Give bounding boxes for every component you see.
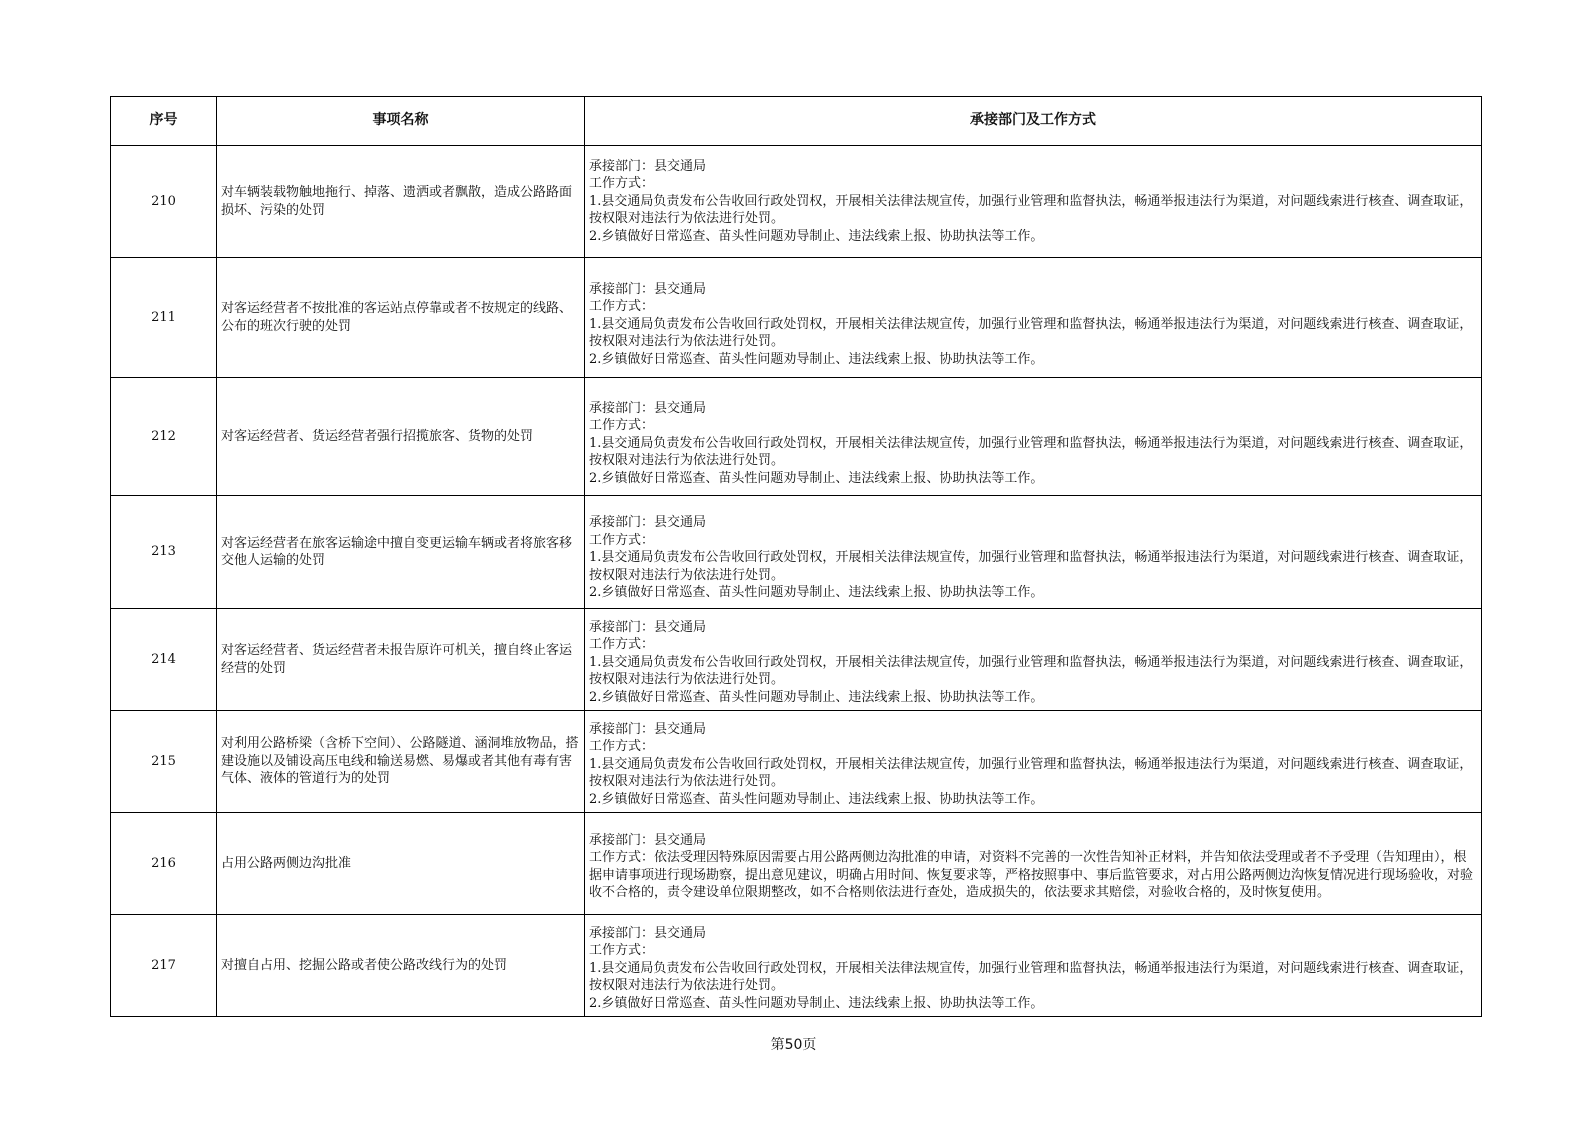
method-step-2: 2.乡镇做好日常巡查、苗头性问题劝导制止、违法线索上报、协助执法等工作。 xyxy=(589,995,1044,1011)
header-department: 承接部门及工作方式 xyxy=(585,97,1482,146)
method-line: 工作方式： xyxy=(589,299,655,315)
method-line: 工作方式： xyxy=(589,739,655,755)
method-step-1: 1.县交通局负责发布公告收回行政处罚权，开展相关法律法规宣传，加强行业管理和监督执法，畅通举报违法行为渠道，对问题线索进行核查、调查取证，按权限对违法行为依法进行处罚。 xyxy=(589,435,1473,469)
row-department xyxy=(585,378,1482,496)
dept-line: 承接部门：县交通局 xyxy=(589,400,707,416)
items-table xyxy=(110,96,1482,1017)
method-line: 工作方式： xyxy=(589,637,655,653)
row-department xyxy=(585,496,1482,609)
method-step-1: 1.县交通局负责发布公告收回行政处罚权，开展相关法律法规宣传，加强行业管理和监督执法，畅通举报违法行为渠道，对问题线索进行核查、调查取证，按权限对违法行为依法进行处罚。 xyxy=(589,960,1473,994)
row-department xyxy=(585,258,1482,378)
method-step-2: 2.乡镇做好日常巡查、苗头性问题劝导制止、违法线索上报、协助执法等工作。 xyxy=(589,585,1044,601)
row-department xyxy=(585,711,1482,813)
row-index: 215 xyxy=(111,711,217,813)
row-item-name: 对利用公路桥梁（含桥下空间）、公路隧道、涵洞堆放物品，搭建设施以及铺设高压电线和输送易燃、易爆或者其他有毒有害气体、液体的管道行为的处罚 xyxy=(217,711,585,813)
method-step-1: 1.县交通局负责发布公告收回行政处罚权，开展相关法律法规宣传，加强行业管理和监督执法，畅通举报违法行为渠道，对问题线索进行核查、调查取证，按权限对违法行为依法进行处罚。 xyxy=(589,654,1473,688)
dept-line: 承接部门：县交通局 xyxy=(589,515,707,531)
method-step-2: 2.乡镇做好日常巡查、苗头性问题劝导制止、违法线索上报、协助执法等工作。 xyxy=(589,791,1044,807)
method-line: 工作方式： xyxy=(589,532,655,548)
row-item-name: 对车辆装载物触地拖行、掉落、遗洒或者飘散，造成公路路面损坏、污染的处罚 xyxy=(217,146,585,258)
row-index: 217 xyxy=(111,915,217,1017)
table-row xyxy=(111,915,1482,1017)
method-step-2: 2.乡镇做好日常巡查、苗头性问题劝导制止、违法线索上报、协助执法等工作。 xyxy=(589,351,1044,367)
row-item-name: 占用公路两侧边沟批准 xyxy=(217,813,585,915)
row-item-name: 对客运经营者不按批准的客运站点停靠或者不按规定的线路、公布的班次行驶的处罚 xyxy=(217,258,585,378)
dept-line: 承接部门：县交通局 xyxy=(589,925,707,941)
row-department xyxy=(585,609,1482,711)
row-department xyxy=(585,813,1482,915)
method-step-2: 2.乡镇做好日常巡查、苗头性问题劝导制止、违法线索上报、协助执法等工作。 xyxy=(589,470,1044,486)
table-row xyxy=(111,609,1482,711)
row-index: 211 xyxy=(111,258,217,378)
method-line: 工作方式： xyxy=(589,176,655,192)
header-item-name: 事项名称 xyxy=(217,97,585,146)
dept-line: 承接部门：县交通局 xyxy=(589,832,707,848)
row-department xyxy=(585,146,1482,258)
row-item-name: 对客运经营者、货运经营者未报告原许可机关，擅自终止客运经营的处罚 xyxy=(217,609,585,711)
row-index: 213 xyxy=(111,496,217,609)
header-index: 序号 xyxy=(111,97,217,146)
row-index: 216 xyxy=(111,813,217,915)
row-item-name: 对客运经营者、货运经营者强行招揽旅客、货物的处罚 xyxy=(217,378,585,496)
table-row xyxy=(111,496,1482,609)
dept-line: 承接部门：县交通局 xyxy=(589,281,707,297)
table-row xyxy=(111,378,1482,496)
method-step-1: 1.县交通局负责发布公告收回行政处罚权，开展相关法律法规宣传，加强行业管理和监督执法，畅通举报违法行为渠道，对问题线索进行核查、调查取证，按权限对违法行为依法进行处罚。 xyxy=(589,756,1473,790)
method-line: 工作方式： xyxy=(589,418,655,434)
table-row xyxy=(111,813,1482,915)
method-step-1: 1.县交通局负责发布公告收回行政处罚权，开展相关法律法规宣传，加强行业管理和监督执法，畅通举报违法行为渠道，对问题线索进行核查、调查取证，按权限对违法行为依法进行处罚。 xyxy=(589,550,1473,583)
row-index: 212 xyxy=(111,378,217,496)
table-header-row xyxy=(111,97,1482,146)
row-index: 214 xyxy=(111,609,217,711)
method-step-1: 1.县交通局负责发布公告收回行政处罚权，开展相关法律法规宣传，加强行业管理和监督执法，畅通举报违法行为渠道，对问题线索进行核查、调查取证，按权限对违法行为依法进行处罚。 xyxy=(589,316,1473,350)
method-step-2: 2.乡镇做好日常巡查、苗头性问题劝导制止、违法线索上报、协助执法等工作。 xyxy=(589,689,1044,705)
dept-line: 承接部门：县交通局 xyxy=(589,158,707,174)
row-department xyxy=(585,915,1482,1017)
table-row xyxy=(111,146,1482,258)
method-line: 工作方式：依法受理因特殊原因需要占用公路两侧边沟批准的申请，对资料不完善的一次性告知补正材料，并告知依法受理或者不予受理（告知理由），根据申请事项进行现场勘察，提出意见建议，明确占用时间、恢复要求等，严格按照事中、事后监管要求，对占用公路两侧边沟恢复情况进行现场验收，对验收不合格的，责令建设单位限期整改，如不合格则依法进行查处，造成损失的，依法要求其赔偿，对验收合格的，及时恢复使用。 xyxy=(589,850,1474,900)
dept-line: 承接部门：县交通局 xyxy=(589,721,707,737)
page-number: 第50页 xyxy=(770,1037,817,1053)
method-step-2: 2.乡镇做好日常巡查、苗头性问题劝导制止、违法线索上报、协助执法等工作。 xyxy=(589,228,1044,244)
row-index: 210 xyxy=(111,146,217,258)
table-row xyxy=(111,258,1482,378)
table-row xyxy=(111,711,1482,813)
dept-line: 承接部门：县交通局 xyxy=(589,619,707,635)
row-item-name: 对客运经营者在旅客运输途中擅自变更运输车辆或者将旅客移交他人运输的处罚 xyxy=(217,496,585,609)
method-line: 工作方式： xyxy=(589,943,655,959)
method-step-1: 1.县交通局负责发布公告收回行政处罚权，开展相关法律法规宣传，加强行业管理和监督执法，畅通举报违法行为渠道，对问题线索进行核查、调查取证，按权限对违法行为依法进行处罚。 xyxy=(589,193,1473,227)
row-item-name: 对擅自占用、挖掘公路或者使公路改线行为的处罚 xyxy=(217,915,585,1017)
